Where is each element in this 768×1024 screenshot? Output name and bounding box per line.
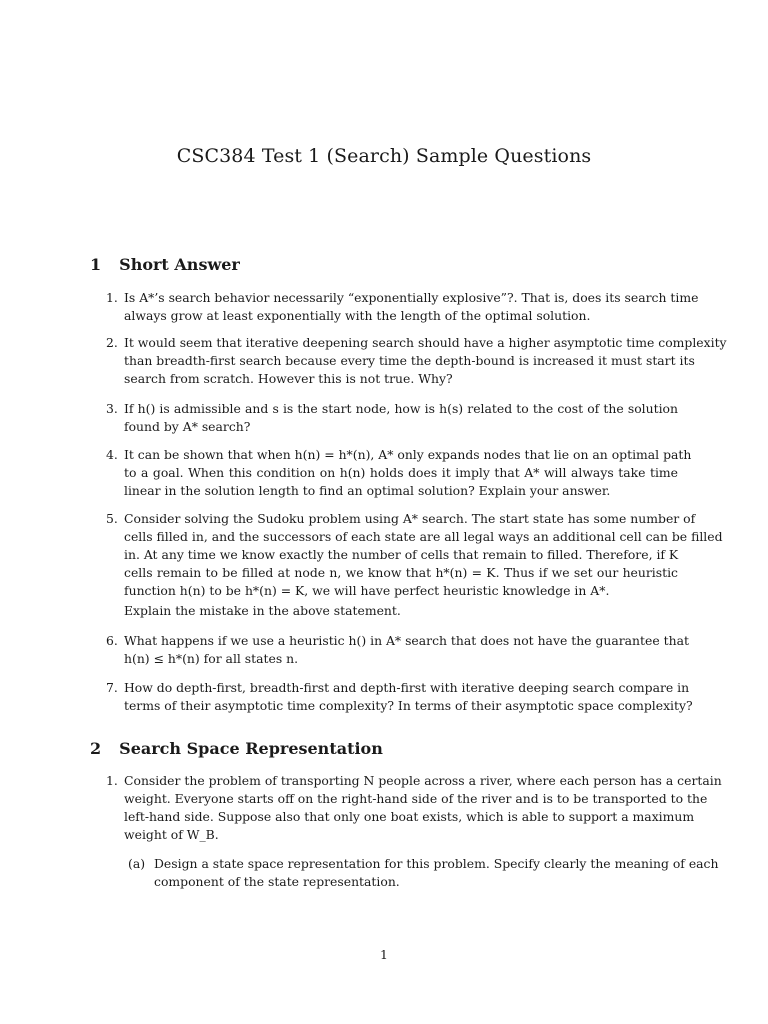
page-number: 1 [380, 947, 388, 962]
question-line: Is A*’s search behavior necessarily “exponentially explosive”?. That is, does its search time [124, 290, 699, 305]
question-line: found by A* search? [124, 419, 251, 434]
question-number: 5. [106, 511, 118, 526]
question-line: Consider solving the Sudoku problem using A* search. The start state has some number of [124, 511, 696, 526]
question-line: in. At any time we know exactly the number of cells that remain to filled. Therefore, if K [124, 547, 679, 562]
question-line: cells filled in, and the successors of each state are all legal ways an additional cell can be filled [124, 529, 723, 544]
question-line: terms of their asymptotic time complexity? In terms of their asymptotic space complexity? [124, 698, 693, 713]
question-line: What happens if we use a heuristic h() in A* search that does not have the guarantee that [124, 633, 689, 648]
question-line: always grow at least exponentially with the length of the optimal solution. [124, 308, 591, 323]
question-line: linear in the solution length to find an optimal solution? Explain your answer. [124, 483, 611, 498]
question-line: Consider the problem of transporting N people across a river, where each person has a certain [124, 773, 722, 788]
question-2-1a [128, 855, 719, 891]
subquestion-line: Design a state space representation for this problem. Specify clearly the meaning of each [154, 856, 719, 871]
question-1-3 [106, 400, 678, 436]
question-1-7 [106, 679, 693, 715]
subquestion-label: (a) [128, 856, 146, 871]
question-number: 2. [106, 335, 118, 350]
subquestion-line: component of the state representation. [154, 874, 400, 889]
question-line: It would seem that iterative deepening search should have a higher asymptotic time complexity [124, 335, 727, 350]
question-1-6 [106, 632, 689, 668]
question-line: function h(n) to be h*(n) = K, we will have perfect heuristic knowledge in A*. [124, 583, 610, 598]
question-line: cells remain to be filled at node n, we know that h*(n) = K. Thus if we set our heuristic [124, 565, 678, 580]
question-1-1 [106, 289, 699, 325]
question-1-5-followup: Explain the mistake in the above statement. [124, 603, 401, 618]
question-line: than breadth-first search because every time the depth-bound is increased it must start its [124, 353, 695, 368]
question-line: to a goal. When this condition on h(n) holds does it imply that A* will always take time [124, 465, 678, 480]
section-number: 2 [90, 739, 102, 758]
section-number: 1 [90, 255, 102, 274]
question-number: 3. [106, 401, 118, 416]
question-2-1 [106, 772, 722, 844]
section-2-heading [90, 739, 383, 758]
question-number: 1. [106, 290, 118, 305]
question-number: 7. [106, 680, 118, 695]
question-number: 1. [106, 773, 118, 788]
section-title: Short Answer [119, 255, 240, 274]
question-number: 4. [106, 447, 118, 462]
document-title: CSC384 Test 1 (Search) Sample Questions [176, 145, 592, 167]
question-line: weight of W_B. [124, 827, 219, 842]
question-line: search from scratch. However this is not true. Why? [124, 371, 453, 386]
question-line: It can be shown that when h(n) = h*(n), A* only expands nodes that lie on an optimal path [124, 447, 692, 462]
question-line: How do depth-first, breadth-first and depth-first with iterative deeping search compare in [124, 680, 690, 695]
question-1-5 [106, 510, 723, 600]
question-line: If h() is admissible and s is the start node, how is h(s) related to the cost of the solution [124, 401, 678, 416]
section-1-heading [90, 255, 240, 274]
question-line: left-hand side. Suppose also that only one boat exists, which is able to support a maximum [124, 809, 695, 824]
question-1-2 [106, 334, 727, 388]
section-title: Search Space Representation [119, 739, 383, 758]
question-line: h(n) ≤ h*(n) for all states n. [124, 651, 299, 666]
question-line: weight. Everyone starts off on the right-hand side of the river and is to be transported to the [124, 791, 708, 806]
question-1-4 [106, 446, 692, 500]
question-number: 6. [106, 633, 118, 648]
